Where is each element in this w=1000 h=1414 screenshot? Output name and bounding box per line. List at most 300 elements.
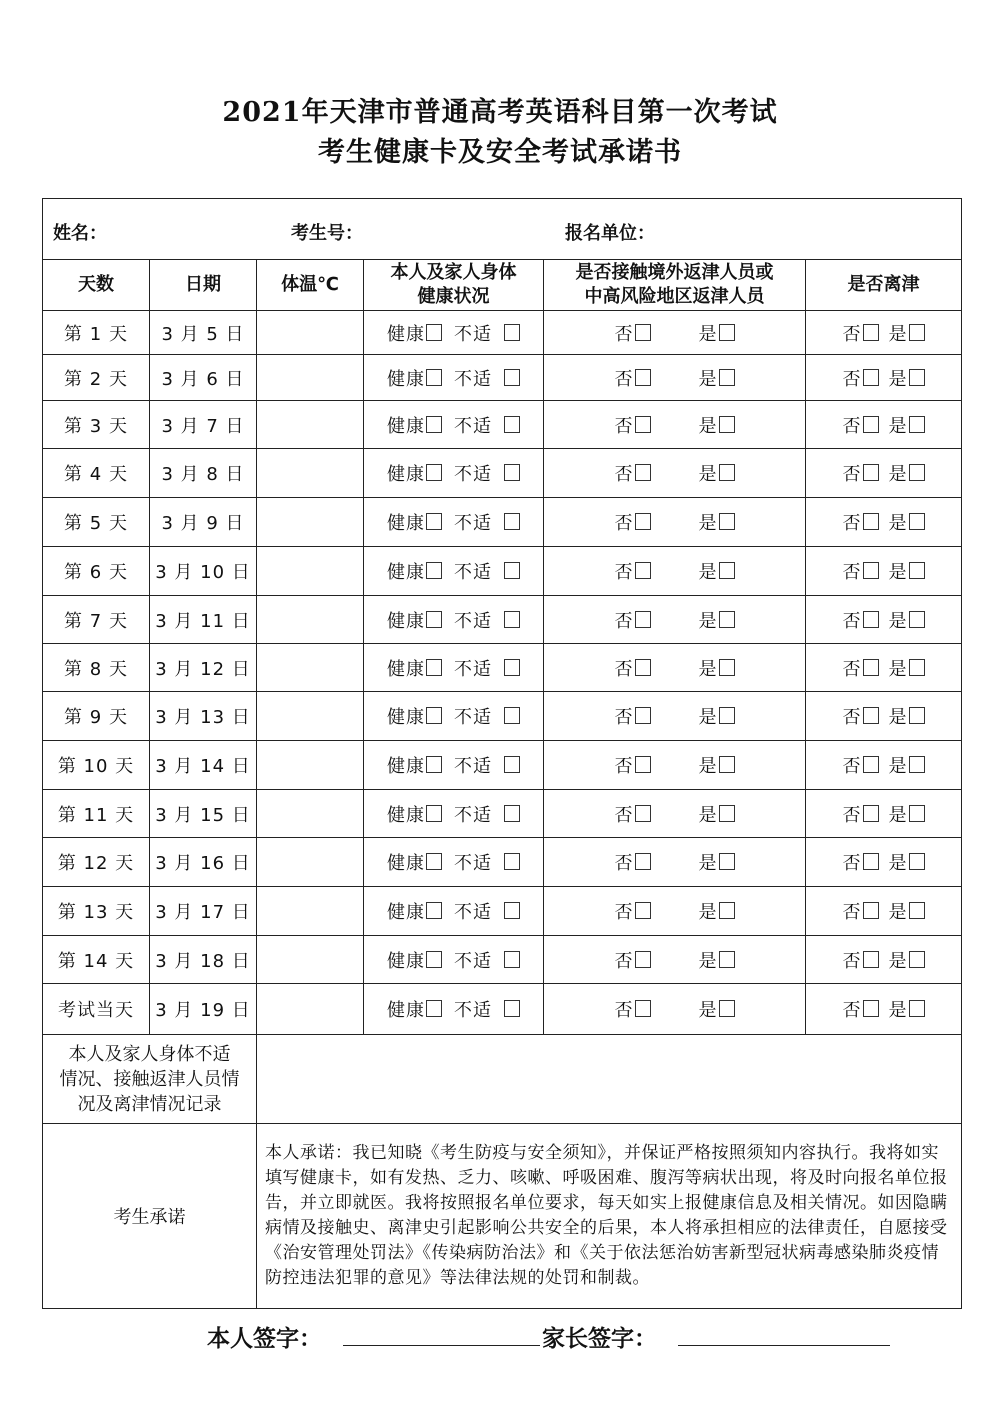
left-no-checkbox[interactable]: [863, 324, 879, 341]
health-status-cell: [364, 311, 544, 355]
left-no-option[interactable]: [843, 947, 879, 973]
left-yes-checkbox[interactable]: [909, 369, 925, 386]
contact-no-checkbox[interactable]: [635, 951, 651, 968]
healthy-checkbox[interactable]: [426, 369, 442, 386]
contact-no-checkbox[interactable]: [635, 659, 651, 676]
healthy-checkbox[interactable]: [426, 853, 442, 870]
contact-yes-option[interactable]: [699, 460, 735, 486]
contact-no-option[interactable]: [615, 703, 651, 729]
left-no-option[interactable]: [843, 801, 879, 827]
contact-yes-checkbox[interactable]: [719, 659, 735, 676]
contact-yes-option[interactable]: [699, 607, 735, 633]
left-no-checkbox[interactable]: [863, 416, 879, 433]
temperature-field[interactable]: [257, 355, 364, 401]
left-no-option[interactable]: [843, 752, 879, 778]
contact-cell: [544, 838, 806, 887]
left-no-checkbox[interactable]: [863, 659, 879, 676]
left-yes-option[interactable]: [889, 558, 925, 584]
healthy-checkbox[interactable]: [426, 805, 442, 822]
contact-yes-label: 是: [698, 415, 718, 437]
contact-cell: [544, 311, 806, 355]
health-status-cell: [364, 355, 544, 401]
date-cell: 3 月 18 日: [150, 936, 257, 984]
self-signature-line[interactable]: [343, 1345, 540, 1346]
left-yes-option[interactable]: [889, 460, 925, 486]
table-row: [43, 790, 962, 838]
left-no-option[interactable]: [843, 849, 879, 875]
promise-text: 本人承诺：我已知晓《考生防疫与安全须知》，并保证严格按照须知内容执行。我将如实填写健康卡，如有发热、乏力、咳嗽、呼吸困难、腹泻等病状出现，将及时向报名单位报告，并立即就医。我将按照报名单位要求，每天如实上报健康信息及相关情况。如因隐瞒病情及接触史、离津史引起影响公共安全的后果，本人将承担相应的法律责任，自愿接受《治安管理处罚法》《传染病防治法》和《关于依法惩治妨害新型冠状病毒感染肺炎疫情防控违法犯罪的意见》等法律法规的处罚和制裁。: [257, 1124, 962, 1309]
contact-yes-checkbox[interactable]: [719, 951, 735, 968]
left-no-label: 否: [842, 707, 862, 728]
left-no-label: 否: [842, 415, 862, 437]
date-cell: 3 月 13 日: [150, 692, 257, 741]
contact-yes-checkbox[interactable]: [719, 464, 735, 481]
left-no-option[interactable]: [843, 996, 879, 1022]
contact-yes-label: 是: [698, 610, 718, 632]
contact-yes-label: 是: [698, 562, 718, 583]
unwell-option[interactable]: [454, 509, 520, 535]
date-cell: 3 月 12 日: [150, 644, 257, 692]
left-yes-label: 是: [888, 853, 908, 874]
healthy-option[interactable]: [387, 801, 442, 827]
contact-yes-checkbox[interactable]: [719, 324, 735, 341]
contact-no-label: 否: [614, 707, 634, 728]
contact-yes-option[interactable]: [699, 655, 735, 681]
contact-no-checkbox[interactable]: [635, 756, 651, 773]
left-yes-checkbox[interactable]: [909, 756, 925, 773]
contact-no-checkbox[interactable]: [635, 324, 651, 341]
unwell-checkbox[interactable]: [504, 464, 520, 481]
left-yes-checkbox[interactable]: [909, 1000, 925, 1017]
healthy-option[interactable]: [387, 898, 442, 924]
left-no-label: 否: [842, 562, 862, 583]
temperature-field[interactable]: [257, 449, 364, 498]
unwell-option[interactable]: [454, 460, 520, 486]
contact-yes-option[interactable]: [699, 801, 735, 827]
left-yes-label: 是: [888, 323, 908, 345]
left-tianjin-cell: [806, 311, 962, 355]
left-yes-checkbox[interactable]: [909, 562, 925, 579]
date-cell: 3 月 17 日: [150, 887, 257, 936]
left-yes-option[interactable]: [889, 801, 925, 827]
healthy-label: 健康: [387, 902, 425, 923]
left-no-option[interactable]: [843, 365, 879, 391]
left-yes-label: 是: [888, 562, 908, 583]
contact-no-option[interactable]: [615, 365, 651, 391]
contact-no-option[interactable]: [615, 655, 651, 681]
contact-no-checkbox[interactable]: [635, 513, 651, 530]
left-yes-checkbox[interactable]: [909, 951, 925, 968]
unwell-option[interactable]: [454, 849, 520, 875]
temperature-field[interactable]: [257, 790, 364, 838]
healthy-option[interactable]: [387, 849, 442, 875]
health-status-cell: [364, 596, 544, 644]
left-no-option[interactable]: [843, 898, 879, 924]
contact-yes-checkbox[interactable]: [719, 756, 735, 773]
header-contact-line1: 是否接触境外返津人员或: [575, 262, 774, 283]
date-cell: 3 月 5 日: [150, 311, 257, 355]
left-no-label: 否: [842, 756, 862, 777]
healthy-option[interactable]: [387, 365, 442, 391]
contact-yes-checkbox[interactable]: [719, 369, 735, 386]
contact-yes-label: 是: [698, 853, 718, 874]
healthy-checkbox[interactable]: [426, 324, 442, 341]
contact-cell: [544, 596, 806, 644]
contact-yes-label: 是: [698, 464, 718, 485]
healthy-checkbox[interactable]: [426, 513, 442, 530]
health-status-cell: [364, 692, 544, 741]
unwell-checkbox[interactable]: [504, 369, 520, 386]
contact-yes-option[interactable]: [699, 365, 735, 391]
unwell-option[interactable]: [454, 703, 520, 729]
date-cell: 3 月 19 日: [150, 984, 257, 1035]
contact-yes-label: 是: [698, 804, 718, 826]
unwell-option[interactable]: [454, 655, 520, 681]
date-cell: 3 月 8 日: [150, 449, 257, 498]
healthy-label: 健康: [387, 658, 425, 680]
left-tianjin-cell: [806, 887, 962, 936]
unwell-checkbox[interactable]: [504, 902, 520, 919]
contact-yes-option[interactable]: [699, 947, 735, 973]
contact-yes-checkbox[interactable]: [719, 805, 735, 822]
healthy-option[interactable]: [387, 752, 442, 778]
contact-yes-option[interactable]: [699, 703, 735, 729]
contact-no-checkbox[interactable]: [635, 611, 651, 628]
date-cell: 3 月 7 日: [150, 401, 257, 449]
healthy-checkbox[interactable]: [426, 951, 442, 968]
left-yes-option[interactable]: [889, 365, 925, 391]
healthy-label: 健康: [387, 513, 425, 534]
contact-yes-checkbox[interactable]: [719, 416, 735, 433]
date-cell: 3 月 11 日: [150, 596, 257, 644]
healthy-checkbox[interactable]: [426, 611, 442, 628]
contact-yes-option[interactable]: [699, 898, 735, 924]
contact-yes-label: 是: [698, 1000, 718, 1021]
healthy-option[interactable]: [387, 460, 442, 486]
left-no-checkbox[interactable]: [863, 562, 879, 579]
unwell-option[interactable]: [454, 752, 520, 778]
left-no-checkbox[interactable]: [863, 902, 879, 919]
left-yes-checkbox[interactable]: [909, 611, 925, 628]
left-yes-option[interactable]: [889, 703, 925, 729]
contact-yes-checkbox[interactable]: [719, 707, 735, 724]
contact-no-checkbox[interactable]: [635, 416, 651, 433]
left-no-checkbox[interactable]: [863, 853, 879, 870]
unwell-checkbox[interactable]: [504, 853, 520, 870]
temperature-field[interactable]: [257, 741, 364, 790]
temperature-field[interactable]: [257, 596, 364, 644]
left-no-checkbox[interactable]: [863, 369, 879, 386]
healthy-option[interactable]: [387, 607, 442, 633]
left-yes-label: 是: [888, 707, 908, 728]
health-status-cell: [364, 644, 544, 692]
table-row: [43, 401, 962, 449]
contact-no-label: 否: [614, 562, 634, 583]
unwell-option[interactable]: [454, 607, 520, 633]
left-no-option[interactable]: [843, 703, 879, 729]
header-temperature: 体温℃: [257, 260, 364, 311]
contact-no-option[interactable]: [615, 898, 651, 924]
table-row: [43, 887, 962, 936]
healthy-label: 健康: [387, 1000, 425, 1021]
unwell-checkbox[interactable]: [504, 1000, 520, 1017]
healthy-checkbox[interactable]: [426, 902, 442, 919]
contact-no-label: 否: [614, 323, 634, 345]
unwell-checkbox[interactable]: [504, 416, 520, 433]
contact-yes-option[interactable]: [699, 412, 735, 438]
contact-no-option[interactable]: [615, 752, 651, 778]
contact-yes-label: 是: [698, 323, 718, 345]
contact-no-checkbox[interactable]: [635, 562, 651, 579]
left-yes-checkbox[interactable]: [909, 805, 925, 822]
left-yes-label: 是: [888, 902, 908, 923]
left-tianjin-cell: [806, 692, 962, 741]
temperature-field[interactable]: [257, 692, 364, 741]
unwell-label: 不适: [454, 323, 492, 345]
healthy-checkbox[interactable]: [426, 562, 442, 579]
contact-yes-label: 是: [698, 368, 718, 390]
left-yes-checkbox[interactable]: [909, 416, 925, 433]
left-no-label: 否: [842, 950, 862, 972]
temperature-field[interactable]: [257, 887, 364, 936]
left-yes-checkbox[interactable]: [909, 707, 925, 724]
healthy-option[interactable]: [387, 320, 442, 346]
contact-no-checkbox[interactable]: [635, 369, 651, 386]
temperature-field[interactable]: [257, 547, 364, 596]
document-title-line2: 考生健康卡及安全考试承诺书: [318, 137, 682, 168]
left-no-checkbox[interactable]: [863, 951, 879, 968]
healthy-checkbox[interactable]: [426, 1000, 442, 1017]
contact-no-label: 否: [614, 368, 634, 390]
unwell-checkbox[interactable]: [504, 707, 520, 724]
contact-no-checkbox[interactable]: [635, 1000, 651, 1017]
header-contact-line2: 中高风险地区返津人员: [584, 286, 765, 307]
date-cell: 3 月 9 日: [150, 498, 257, 547]
contact-cell: [544, 887, 806, 936]
contact-yes-checkbox[interactable]: [719, 562, 735, 579]
left-yes-option[interactable]: [889, 655, 925, 681]
record-field[interactable]: [257, 1035, 962, 1124]
contact-no-option[interactable]: [615, 607, 651, 633]
left-no-checkbox[interactable]: [863, 756, 879, 773]
unwell-option[interactable]: [454, 996, 520, 1022]
healthy-label: 健康: [387, 368, 425, 390]
contact-yes-label: 是: [698, 902, 718, 923]
healthy-checkbox[interactable]: [426, 464, 442, 481]
table-row: [43, 498, 962, 547]
left-no-option[interactable]: [843, 320, 879, 346]
unwell-checkbox[interactable]: [504, 951, 520, 968]
contact-no-option[interactable]: [615, 460, 651, 486]
left-no-option[interactable]: [843, 509, 879, 535]
healthy-checkbox[interactable]: [426, 659, 442, 676]
contact-yes-label: 是: [698, 658, 718, 680]
unwell-option[interactable]: [454, 947, 520, 973]
left-yes-option[interactable]: [889, 412, 925, 438]
left-no-checkbox[interactable]: [863, 464, 879, 481]
contact-no-label: 否: [614, 756, 634, 777]
temperature-field[interactable]: [257, 401, 364, 449]
healthy-checkbox[interactable]: [426, 756, 442, 773]
temperature-field[interactable]: [257, 936, 364, 984]
left-yes-option[interactable]: [889, 509, 925, 535]
health-status-cell: [364, 887, 544, 936]
contact-yes-checkbox[interactable]: [719, 853, 735, 870]
left-yes-option[interactable]: [889, 996, 925, 1022]
parent-signature-line[interactable]: [678, 1345, 890, 1346]
contact-no-checkbox[interactable]: [635, 853, 651, 870]
healthy-option[interactable]: [387, 509, 442, 535]
contact-no-option[interactable]: [615, 509, 651, 535]
unwell-label: 不适: [454, 756, 492, 777]
contact-no-option[interactable]: [615, 947, 651, 973]
contact-yes-checkbox[interactable]: [719, 902, 735, 919]
contact-yes-checkbox[interactable]: [719, 513, 735, 530]
day-cell: 第 13 天: [43, 887, 150, 936]
left-yes-option[interactable]: [889, 607, 925, 633]
healthy-option[interactable]: [387, 655, 442, 681]
temperature-field[interactable]: [257, 498, 364, 547]
left-no-checkbox[interactable]: [863, 707, 879, 724]
left-tianjin-cell: [806, 984, 962, 1035]
day-cell: 第 8 天: [43, 644, 150, 692]
contact-yes-option[interactable]: [699, 320, 735, 346]
left-yes-option[interactable]: [889, 849, 925, 875]
name-label: 姓名：: [53, 223, 107, 244]
unwell-option[interactable]: [454, 558, 520, 584]
healthy-checkbox[interactable]: [426, 707, 442, 724]
contact-cell: [544, 547, 806, 596]
left-yes-label: 是: [888, 610, 908, 632]
left-no-option[interactable]: [843, 655, 879, 681]
left-no-checkbox[interactable]: [863, 805, 879, 822]
left-no-checkbox[interactable]: [863, 1000, 879, 1017]
unwell-checkbox[interactable]: [504, 756, 520, 773]
contact-no-option[interactable]: [615, 320, 651, 346]
left-no-label: 否: [842, 902, 862, 923]
unwell-checkbox[interactable]: [504, 805, 520, 822]
unwell-label: 不适: [454, 513, 492, 534]
temperature-field[interactable]: [257, 984, 364, 1035]
contact-cell: [544, 790, 806, 838]
left-yes-option[interactable]: [889, 752, 925, 778]
left-yes-checkbox[interactable]: [909, 324, 925, 341]
contact-yes-option[interactable]: [699, 509, 735, 535]
unwell-label: 不适: [454, 853, 492, 874]
unwell-option[interactable]: [454, 801, 520, 827]
unwell-label: 不适: [454, 415, 492, 437]
unwell-option[interactable]: [454, 412, 520, 438]
personal-info-row: [43, 199, 962, 260]
contact-cell: [544, 936, 806, 984]
contact-cell: [544, 449, 806, 498]
contact-no-label: 否: [614, 464, 634, 485]
left-yes-option[interactable]: [889, 320, 925, 346]
healthy-label: 健康: [387, 610, 425, 632]
healthy-option[interactable]: [387, 558, 442, 584]
day-cell: 第 1 天: [43, 311, 150, 355]
day-cell: 第 10 天: [43, 741, 150, 790]
contact-no-checkbox[interactable]: [635, 707, 651, 724]
contact-no-checkbox[interactable]: [635, 902, 651, 919]
contact-no-option[interactable]: [615, 996, 651, 1022]
left-yes-checkbox[interactable]: [909, 513, 925, 530]
contact-cell: [544, 355, 806, 401]
healthy-label: 健康: [387, 950, 425, 972]
temperature-field[interactable]: [257, 644, 364, 692]
unwell-option[interactable]: [454, 365, 520, 391]
contact-no-option[interactable]: [615, 558, 651, 584]
unwell-label: 不适: [454, 950, 492, 972]
healthy-option[interactable]: [387, 947, 442, 973]
unwell-checkbox[interactable]: [504, 562, 520, 579]
unwell-checkbox[interactable]: [504, 324, 520, 341]
contact-cell: [544, 498, 806, 547]
contact-no-label: 否: [614, 950, 634, 972]
contact-yes-option[interactable]: [699, 752, 735, 778]
contact-yes-label: 是: [698, 950, 718, 972]
contact-no-option[interactable]: [615, 801, 651, 827]
left-no-option[interactable]: [843, 412, 879, 438]
table-row: [43, 644, 962, 692]
contact-no-checkbox[interactable]: [635, 464, 651, 481]
table-header-row: [43, 260, 962, 311]
table-row: [43, 596, 962, 644]
healthy-option[interactable]: [387, 703, 442, 729]
left-yes-checkbox[interactable]: [909, 659, 925, 676]
temperature-field[interactable]: [257, 311, 364, 355]
unwell-option[interactable]: [454, 898, 520, 924]
healthy-option[interactable]: [387, 412, 442, 438]
contact-no-option[interactable]: [615, 849, 651, 875]
healthy-option[interactable]: [387, 996, 442, 1022]
unwell-checkbox[interactable]: [504, 611, 520, 628]
left-yes-checkbox[interactable]: [909, 853, 925, 870]
left-yes-checkbox[interactable]: [909, 902, 925, 919]
contact-yes-checkbox[interactable]: [719, 1000, 735, 1017]
document-title-line1: 2021年天津市普通高考英语科目第一次考试: [222, 97, 778, 128]
left-yes-label: 是: [888, 513, 908, 534]
unwell-checkbox[interactable]: [504, 659, 520, 676]
left-yes-option[interactable]: [889, 947, 925, 973]
left-yes-checkbox[interactable]: [909, 464, 925, 481]
left-yes-label: 是: [888, 756, 908, 777]
contact-no-checkbox[interactable]: [635, 805, 651, 822]
record-label: [43, 1035, 257, 1124]
contact-yes-option[interactable]: [699, 996, 735, 1022]
left-no-checkbox[interactable]: [863, 513, 879, 530]
day-cell: 考试当天: [43, 984, 150, 1035]
contact-yes-option[interactable]: [699, 849, 735, 875]
day-cell: 第 11 天: [43, 790, 150, 838]
health-status-cell: [364, 936, 544, 984]
temperature-field[interactable]: [257, 838, 364, 887]
contact-yes-option[interactable]: [699, 558, 735, 584]
unwell-option[interactable]: [454, 320, 520, 346]
left-yes-option[interactable]: [889, 898, 925, 924]
day-cell: 第 14 天: [43, 936, 150, 984]
healthy-checkbox[interactable]: [426, 416, 442, 433]
left-no-option[interactable]: [843, 558, 879, 584]
unwell-checkbox[interactable]: [504, 513, 520, 530]
date-cell: 3 月 10 日: [150, 547, 257, 596]
left-no-option[interactable]: [843, 607, 879, 633]
healthy-label: 健康: [387, 804, 425, 826]
left-no-checkbox[interactable]: [863, 611, 879, 628]
contact-no-option[interactable]: [615, 412, 651, 438]
left-no-option[interactable]: [843, 460, 879, 486]
contact-yes-checkbox[interactable]: [719, 611, 735, 628]
